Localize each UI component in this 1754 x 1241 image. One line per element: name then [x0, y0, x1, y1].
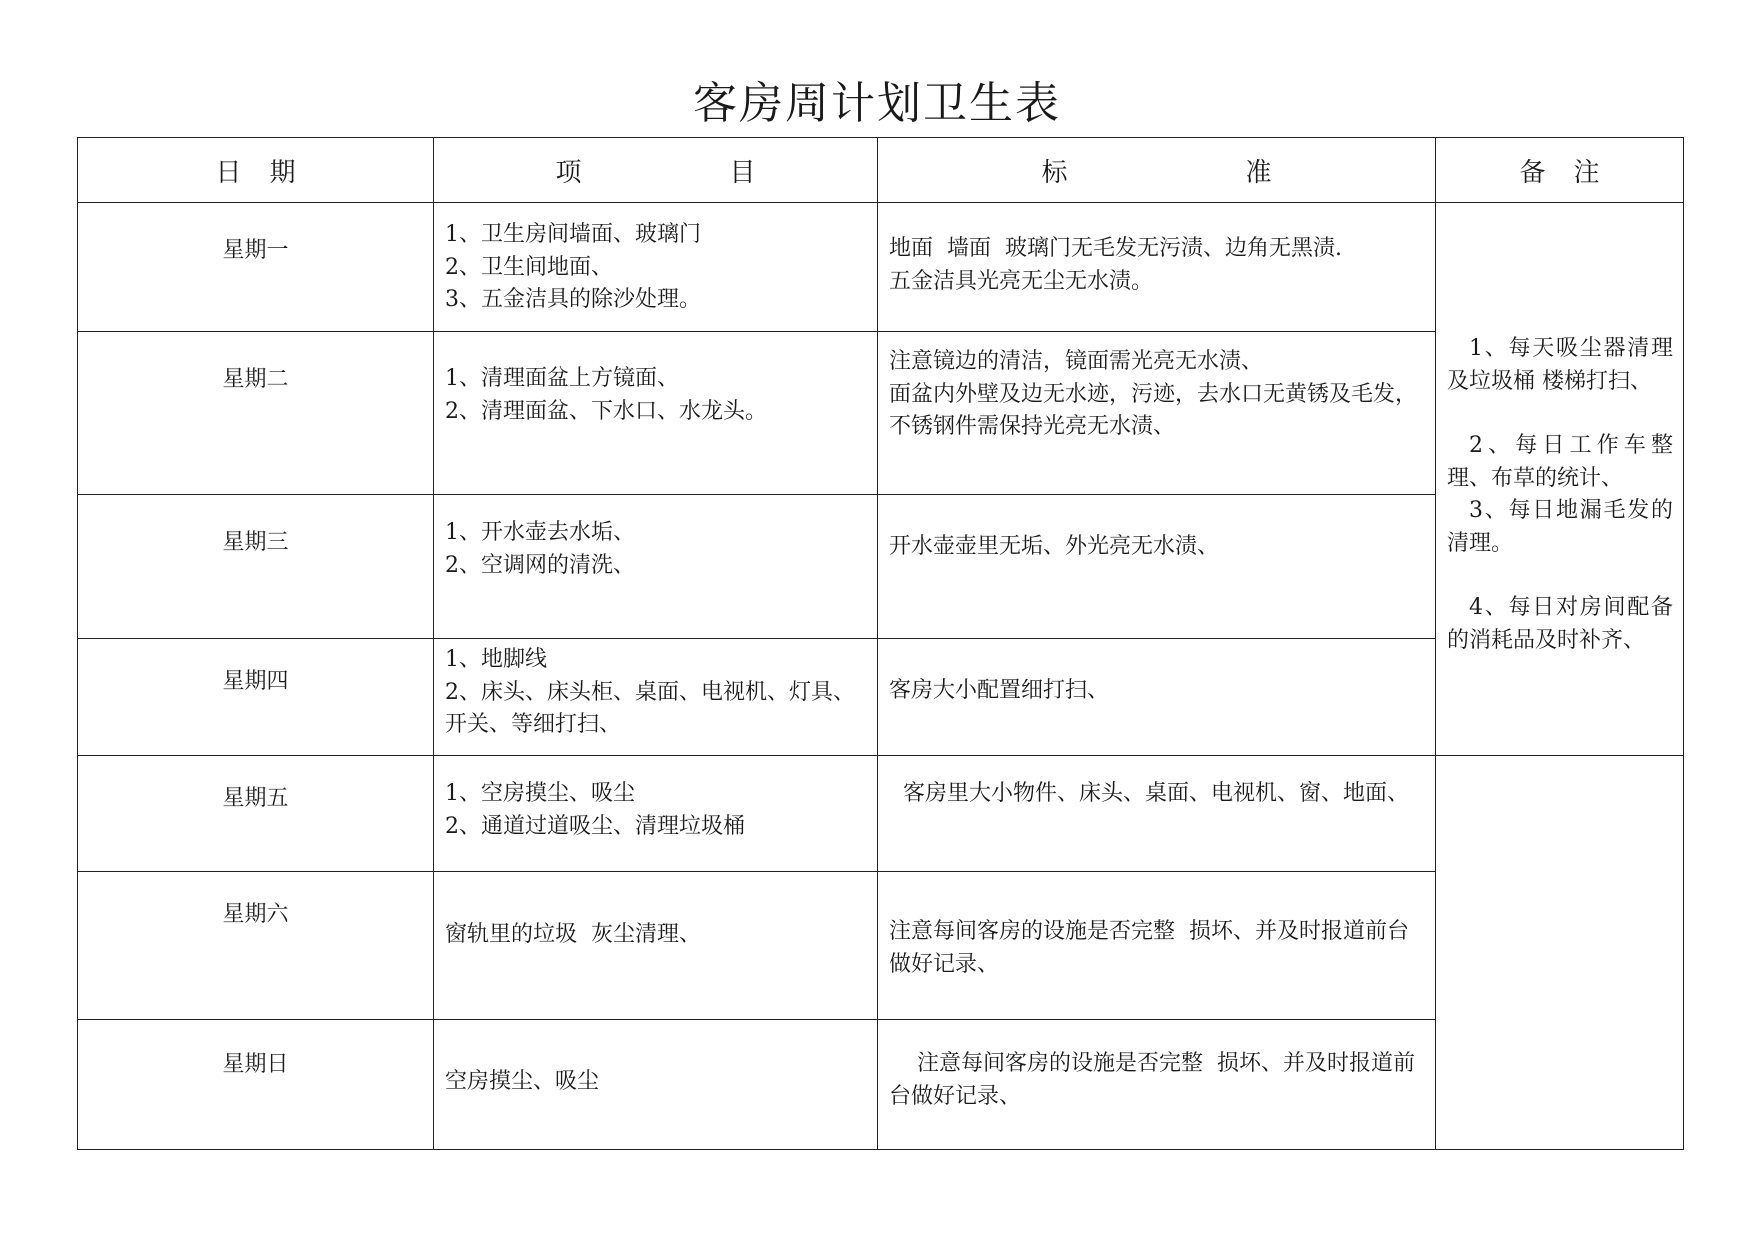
table-row	[78, 203, 1684, 332]
day-cell	[78, 1020, 434, 1150]
standard-line: 客房大小配置细打扫、	[889, 678, 1110, 703]
day-cell	[78, 872, 434, 1020]
item-line: 3、五金洁具的除沙处理。	[445, 287, 701, 312]
item-line: 1、空房摸尘、吸尘	[445, 781, 635, 806]
standard-cell	[878, 756, 1436, 872]
items-cell	[434, 639, 878, 756]
item-line: 2、床头、床头柜、桌面、电视机、灯具、开关、等细打扫、	[445, 679, 855, 737]
day-cell	[78, 332, 434, 495]
standard-line: 注意每间客房的设施是否完整 损坏、并及时报道前台做好记录、	[889, 919, 1409, 977]
day-label: 星期三	[222, 530, 289, 555]
header-note	[1436, 138, 1684, 203]
items-cell	[434, 872, 878, 1020]
header-date-char-2: 期	[269, 157, 296, 188]
header-note-char-1: 备	[1519, 157, 1546, 188]
item-line: 2、空调网的清洗、	[445, 552, 635, 578]
day-label: 星期四	[222, 669, 289, 694]
item-line: 1、地脚线	[445, 647, 547, 672]
day-label: 星期二	[222, 367, 289, 392]
notes-empty-cell	[1436, 756, 1684, 1150]
day-cell	[78, 756, 434, 872]
standard-line: 客房里大小物件、床头、桌面、电视机、窗、地面、	[889, 781, 1410, 806]
items-cell	[434, 1020, 878, 1150]
items-cell	[434, 495, 878, 639]
item-line: 2、卫生间地面、	[445, 254, 613, 280]
table-row	[78, 756, 1684, 872]
day-cell	[78, 203, 434, 332]
item-line: 1、清理面盆上方镜面、	[445, 366, 679, 391]
standard-line: 开水壶壶里无垢、外光亮无水渍、	[889, 534, 1220, 559]
day-cell	[78, 495, 434, 639]
day-cell	[78, 639, 434, 756]
notes-cell	[1436, 203, 1684, 756]
weekly-cleaning-table	[77, 137, 1684, 1150]
document-title: 客房周计划卫生表	[693, 78, 1061, 129]
item-line: 1、卫生房间墙面、玻璃门	[445, 222, 701, 247]
standard-cell	[878, 203, 1436, 332]
standard-line: 面盆内外壁及边无水迹，污迹，去水口无黄锈及毛发，不锈钢件需保持光亮无水渍、	[889, 381, 1418, 439]
item-line: 窗轨里的垃圾 灰尘清理、	[445, 922, 701, 947]
standard-cell	[878, 495, 1436, 639]
standard-line: 注意每间客房的设施是否完整 损坏、并及时报道前台做好记录、	[889, 1051, 1415, 1109]
item-line: 空房摸尘、吸尘	[445, 1069, 600, 1094]
standard-cell	[878, 639, 1436, 756]
note-paragraph: 1、每天吸尘器清理及垃圾桶 楼梯打扫、	[1447, 336, 1673, 394]
standard-cell	[878, 872, 1436, 1020]
day-label: 星期一	[222, 238, 289, 263]
header-standard-char-1: 标	[1041, 157, 1068, 188]
item-line: 1、开水壶去水垢、	[445, 520, 635, 545]
items-cell	[434, 332, 878, 495]
header-item-char-1: 项	[555, 157, 582, 188]
items-cell	[434, 756, 878, 872]
day-label: 星期日	[222, 1052, 289, 1077]
item-line: 2、通道过道吸尘、清理垃圾桶	[445, 813, 745, 839]
header-date-char-1: 日	[215, 157, 242, 188]
header-standard-char-2: 准	[1245, 157, 1272, 188]
header-note-char-2: 注	[1573, 157, 1600, 188]
header-standard	[878, 138, 1436, 203]
standard-line: 注意镜边的清洁，镜面需光亮无水渍、	[889, 349, 1264, 374]
header-date	[78, 138, 434, 203]
items-cell	[434, 203, 878, 332]
header-item	[434, 138, 878, 203]
note-paragraph: 4、每日对房间配备的消耗品及时补齐、	[1447, 595, 1673, 653]
standard-line: 五金洁具光亮无尘无水渍。	[889, 268, 1154, 294]
header-row	[78, 138, 1684, 203]
header-item-char-2: 目	[729, 157, 756, 188]
note-paragraph: 3、每日地漏毛发的清理。	[1447, 498, 1673, 556]
standard-cell	[878, 1020, 1436, 1150]
standard-line: 地面 墙面 玻璃门无毛发无污渍、边角无黑渍.	[889, 236, 1342, 261]
item-line: 2、清理面盆、下水口、水龙头。	[445, 398, 767, 424]
day-label: 星期五	[222, 786, 289, 811]
day-label: 星期六	[222, 902, 289, 927]
note-paragraph: 2、每日工作车整理、布草的统计、	[1447, 433, 1673, 491]
standard-cell	[878, 332, 1436, 495]
